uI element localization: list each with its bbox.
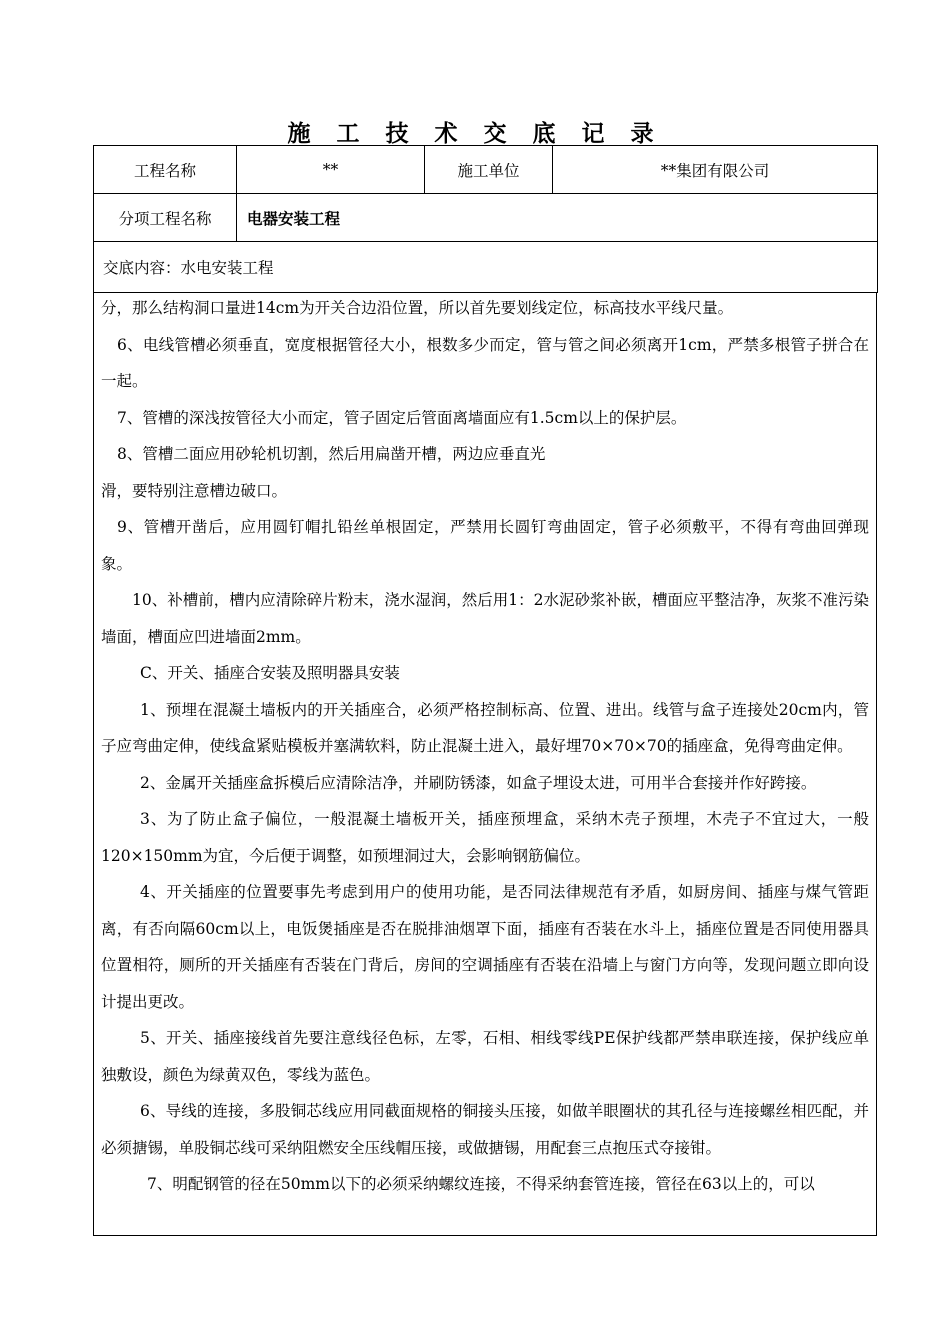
paragraph: 6、电线管槽必须垂直，宽度根据管径大小，根数多少而定，管与管之间必须离开1cm，严禁多根管子拼合在一起。 <box>101 335 869 390</box>
paragraph: 5、开关、插座接线首先要注意线径色标，左零，石相、相线零线PE保护线都严禁串联连接，保护线应单独敷设，颜色为绿黄双色，零线为蓝色。 <box>101 1029 869 1084</box>
document-title: 施 工 技 术 交 底 记 录 <box>287 120 663 147</box>
header-table <box>93 145 878 293</box>
paragraph: 滑，要特别注意槽边破口。 <box>101 481 288 500</box>
paragraph: 2、金属开关插座盒拆模后应清除洁净，并刷防锈漆，如盒子埋设太进，可用半合套接并作好跨接。 <box>140 773 817 792</box>
paragraph: 10、补槽前，槽内应清除碎片粉末，浇水湿润，然后用1：2水泥砂浆补嵌，槽面应平整洁净，灰浆不准污染墙面，槽面应凹进墙面2mm。 <box>101 591 869 646</box>
paragraph: 3、为了防止盒子偏位，一般混凝土墙板开关，插座预埋盒，采纳木壳子预埋，木壳子不宜过大，一般120×150mm为宜，今后便于调整，如预埋洞过大，会影响钢筋偏位。 <box>101 810 869 865</box>
paragraph: 7、管槽的深浅按管径大小而定，管子固定后管面离墙面应有1.5cm以上的保护层。 <box>117 408 687 427</box>
section-heading: C、开关、插座合安装及照明器具安装 <box>140 664 400 682</box>
paragraph: 6、导线的连接，多股铜芯线应用同截面规格的铜接头压接，如做羊眼圈状的其孔径与连接螺丝相匹配，并必须搪锡，单股铜芯线可采纳阻燃安全压线帽压接，或做搪锡，用配套三点抱压式夺接钳。 <box>101 1102 869 1157</box>
paragraph: 9、管槽开凿后，应用圆钉帽扎铅丝单根固定，严禁用长圆钉弯曲固定，管子必须敷平，不得有弯曲回弹现象。 <box>101 518 869 573</box>
paragraph: 1、预埋在混凝土墙板内的开关插座合，必须严格控制标高、位置、进出。线管与盒子连接处20cm内，管子应弯曲定伸，使线盒紧贴模板并塞满软料，防止混凝土进入，最好埋70×70×70的插座盒，免得弯曲定伸。 <box>101 700 869 755</box>
paragraph: 8、管槽二面应用砂轮机切割，然后用扁凿开槽，两边应垂直光 <box>117 445 546 463</box>
content-label: 交底内容：水电安装工程 <box>94 242 878 293</box>
project-name-label: 工程名称 <box>94 146 237 194</box>
paragraph: 4、开关插座的位置要事先考虑到用户的使用功能，是否同法律规范有矛盾，如厨房间、插座与煤气管距离，有否向隔60cm以上，电饭煲插座是否在脱排油烟罩下面，插座有否装在水斗上，插座位置是否同使用器具位置相符，厕所的开关插座有否装在门背后，房间的空调插座有否装在沿墙上与窗门方向等，发现问题立即向设计提出更改。 <box>101 883 869 1011</box>
sub-project-label: 分项工程名称 <box>94 194 237 242</box>
construction-unit-value: **集团有限公司 <box>553 146 878 194</box>
paragraph: 7、明配钢管的径在50mm以下的必须采纳螺纹连接，不得采纳套管连接，管径在63以上的，可以 <box>147 1175 815 1193</box>
project-name-value: ** <box>237 146 425 194</box>
paragraph: 分，那么结构洞口量进14cm为开关合边沿位置，所以首先要划线定位，标高技水平线尺量。 <box>101 299 734 317</box>
disclosure-content <box>101 290 869 1203</box>
construction-unit-label: 施工单位 <box>425 146 553 194</box>
sub-project-value: 电器安装工程 <box>237 194 878 242</box>
